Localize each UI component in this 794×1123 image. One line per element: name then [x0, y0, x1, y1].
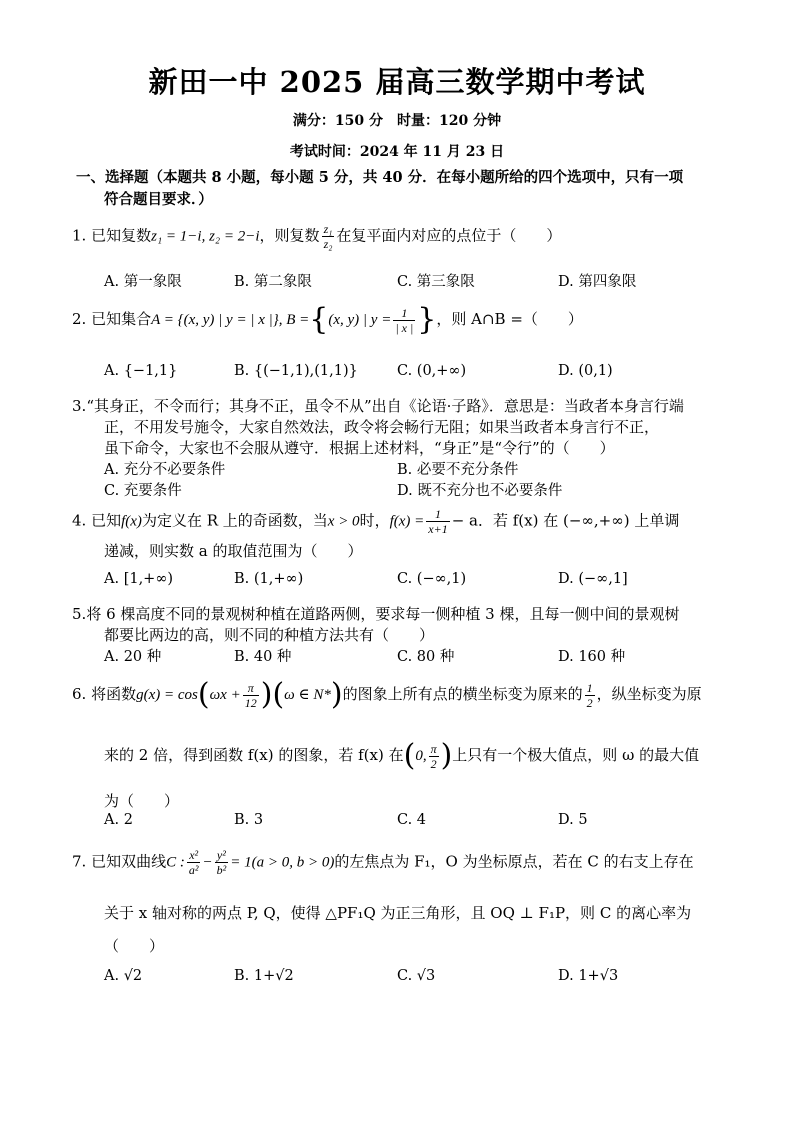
fraction [215, 848, 229, 877]
question-3 [72, 395, 684, 416]
question-number: 6. [72, 685, 87, 703]
math-expr: ωx + [209, 687, 241, 703]
brace-right: } [417, 302, 437, 337]
q7-option-c: C. √3 [397, 968, 436, 984]
q4-option-d: D. (−∞,1] [558, 571, 628, 587]
question-4-line2: 递减，则实数 a 的取值范围为（ ） [104, 542, 363, 560]
q5-option-c: C. 80 种 [397, 649, 455, 665]
math-expr: f(x) = [389, 513, 425, 530]
question-6 [72, 677, 702, 712]
q1-option-a: A. 第一象限 [104, 274, 182, 290]
q2-option-d: D. (0,1) [558, 363, 613, 379]
fraction-denominator: b² [216, 863, 227, 877]
q5-option-b: B. 40 种 [234, 649, 292, 665]
exam-date: 考试时间：2024 年 11 月 23 日 [289, 144, 505, 160]
math-expr: x > 0 [327, 513, 360, 530]
q6-option-c: C. 4 [397, 812, 427, 828]
question-3-line2: 正，不用发号施令，大家自然效法，政令将会畅行无阻；如果当政者本身言行不正， [104, 418, 660, 436]
section-heading-cont: 符合题目要求．） [104, 191, 213, 208]
fraction-numerator: π [243, 681, 259, 696]
q6-option-b: B. 3 [234, 812, 264, 828]
fraction-numerator: 1 [393, 306, 415, 321]
q7-option-d: D. 1+√3 [558, 968, 619, 984]
question-4 [72, 507, 679, 536]
question-text: ，则复数 [259, 226, 320, 245]
q7-option-a: A. √2 [104, 968, 143, 984]
fraction [322, 222, 335, 251]
q1-option-d: D. 第四象限 [558, 274, 637, 290]
question-text: 的左焦点为 F₁，O 为坐标原点，若在 C 的右支上存在 [334, 852, 694, 871]
paren-left: ( [197, 677, 210, 712]
q6-option-a: A. 2 [104, 812, 133, 828]
fraction-denominator: z₂ [323, 237, 333, 251]
question-text: 将 6 棵高度不同的景观树种植在道路两侧，要求每一侧种植 3 棵，且每一侧中间的景观树 [86, 605, 680, 623]
question-number: 1. [72, 226, 87, 245]
question-7 [72, 848, 694, 877]
math-expr: = 1(a > 0, b > 0) [230, 854, 335, 871]
question-text: 来的 2 倍，得到函数 f(x) 的图象，若 f(x) 在 [104, 746, 404, 764]
fraction [243, 681, 259, 710]
q6-option-d: D. 5 [558, 812, 588, 828]
question-number: 2. [72, 310, 87, 328]
q2-option-c: C. (0,+∞) [397, 363, 467, 379]
question-number: 5. [72, 605, 87, 623]
q3-option-b: B. 必要不充分条件 [397, 462, 519, 478]
fraction-numerator: π [430, 741, 437, 756]
math-expr: A = {(x, y) | y = | x |}, B = [151, 312, 310, 328]
q4-option-a: A. [1,+∞) [104, 571, 174, 587]
question-text: 已知双曲线 [91, 852, 167, 871]
exam-title: 新田一中 2025 届高三数学期中考试 [148, 65, 646, 99]
question-text: ，则 A∩B =（ ） [436, 310, 583, 328]
fraction-denominator: 12 [244, 695, 257, 710]
math-expr: z₁ = 1−i, z₂ = 2−i [151, 228, 260, 245]
question-text: ，纵坐标变为原 [596, 685, 702, 703]
paren-right: ) [260, 677, 273, 712]
q7-option-b: B. 1+√2 [234, 968, 294, 984]
question-text: 为定义在 R 上的奇函数，当 [141, 511, 328, 530]
q3-option-a: A. 充分不必要条件 [104, 462, 226, 478]
q4-option-b: B. (1,+∞) [234, 571, 304, 587]
question-text: 在复平面内对应的点位于（ ） [336, 226, 562, 245]
question-7-line2: 关于 x 轴对称的两点 P, Q，使得 △PF₁Q 为正三角形，且 OQ ⊥ F₁P，则 C 的离心率为 [104, 904, 692, 922]
math-expr: − [202, 854, 213, 871]
fraction [187, 848, 201, 877]
q4-option-c: C. (−∞,1) [397, 571, 467, 587]
question-6-line3: 为（ ） [104, 792, 180, 810]
fraction-denominator: x+1 [428, 522, 448, 536]
fraction-denominator: 2 [430, 756, 437, 771]
paren-right: ) [330, 677, 343, 712]
paren-left: ( [272, 677, 285, 712]
math-expr: 0, [415, 748, 427, 764]
fraction-numerator: z₁ [323, 222, 333, 236]
question-text: 上只有一个极大值点，则 ω 的最大值 [452, 746, 700, 764]
math-expr: ω ∈ N* [284, 687, 331, 703]
fraction-numerator: 1 [426, 507, 449, 522]
math-expr: C : [166, 854, 185, 871]
fraction [393, 306, 415, 335]
question-text: 的图象上所有点的横坐标变为原来的 [342, 685, 583, 703]
fraction-numerator: 1 [586, 680, 593, 695]
q5-option-a: A. 20 种 [104, 649, 162, 665]
question-3-line3: 虽下命令，大家也不会服从遵守．根据上述材料，“身正”是“令行”的（ ） [104, 439, 615, 457]
math-expr: (x, y) | y = [328, 312, 392, 328]
question-7-line3: （ ） [104, 937, 165, 955]
question-5 [72, 603, 679, 624]
question-text: 已知 [91, 511, 122, 530]
question-6-line2 [104, 738, 700, 773]
paren-left: ( [403, 738, 416, 773]
question-text: − a．若 f(x) 在 (−∞,+∞) 上单调 [451, 511, 680, 530]
fraction-denominator: | x | [395, 320, 414, 335]
question-number: 7. [72, 852, 87, 871]
q1-option-c: C. 第三象限 [397, 274, 475, 290]
fraction [429, 742, 439, 771]
question-text: 将函数 [91, 685, 137, 703]
math-expr: g(x) = cos [136, 687, 198, 703]
question-1 [72, 222, 561, 251]
fraction [585, 681, 595, 710]
section-heading: 一、选择题（本题共 8 小题，每小题 5 分，共 40 分．在每小题所给的四个选项中，只有一项 [76, 169, 684, 186]
question-number: 4. [72, 511, 87, 530]
paren-right: ) [440, 738, 453, 773]
question-text: 已知集合 [91, 310, 152, 328]
math-expr: f(x) [121, 513, 142, 530]
scoring-info: 满分：150 分 时量：120 分钟 [292, 113, 502, 129]
question-text: “其身正，不令而行；其身不正，虽令不从”出自《论语·子路》．意思是：当政者本身言行端 [86, 397, 684, 415]
q5-option-d: D. 160 种 [558, 649, 626, 665]
fraction-denominator: 2 [586, 695, 593, 710]
q3-option-d: D. 既不充分也不必要条件 [397, 483, 563, 499]
fraction-numerator: x² [187, 848, 201, 863]
question-text: 已知复数 [91, 226, 152, 245]
brace-left: { [309, 302, 329, 337]
q2-option-b: B. {(−1,1),(1,1)} [234, 363, 358, 379]
q3-option-c: C. 充要条件 [104, 483, 182, 499]
fraction [426, 507, 449, 536]
q1-option-b: B. 第二象限 [234, 274, 312, 290]
fraction-numerator: y² [215, 848, 229, 863]
fraction-denominator: a² [188, 863, 199, 877]
q2-option-a: A. {−1,1} [104, 363, 178, 379]
question-number: 3. [72, 397, 87, 415]
question-5-line2: 都要比两边的高，则不同的种植方法共有（ ） [104, 626, 435, 644]
question-2 [72, 302, 583, 337]
question-text: 时， [359, 511, 390, 530]
